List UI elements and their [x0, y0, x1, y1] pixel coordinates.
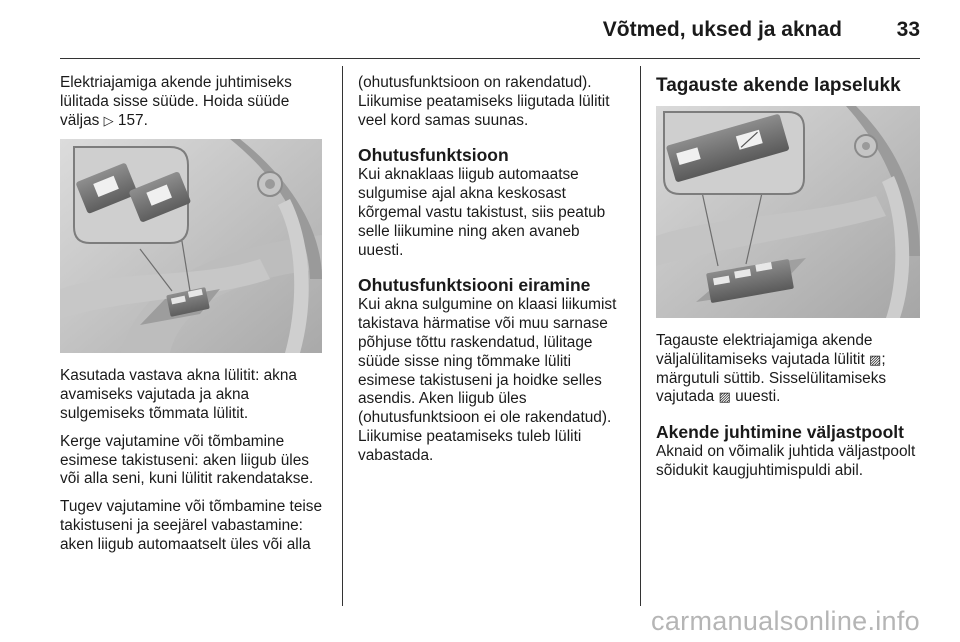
page-reference[interactable]: 157.: [117, 111, 148, 129]
paragraph: Elektriajamiga akende juhtimiseks lülitada sisse süüde. Hoida süüde väljas ▷ 157.: [60, 74, 292, 129]
column-2: [358, 74, 626, 475]
paragraph: Kui aknaklaas liigub automaatse sulgumise ajal akna keskosast kõrgemal vastu takistust, siis peatub selle liikumine ning aken avaneb uuesti.: [358, 166, 606, 259]
column-3: [656, 74, 924, 490]
header-rule: [60, 58, 920, 59]
section-title: Võtmed, uksed ja aknad: [602, 18, 842, 41]
paragraph: Kui akna sulgumine on klaasi liikumist takistava härmatise või muu sarnase põhjuse tõttu raskendatud, lülitage süüde sisse ning tõmmake lüliti esimese takistuseni ja hoidke selles asendis. Aken liigub üles (ohutusfunktsioon ei ole rakendatud). Liikumise peatamiseks tuleb lüliti vabastada.: [358, 296, 617, 464]
window-lock-icon: ▨: [869, 351, 882, 367]
front-window-switch-photo: [60, 139, 322, 353]
section-heading-lapselukk: Tagauste akende lapselukk: [656, 75, 901, 96]
paragraph: Kasutada vastava akna lülitit: akna avamiseks vajutada ja akna sulgemiseks tõmmata lülitit.: [60, 367, 297, 422]
subheading-akende-juhtimine: Akende juhtimine väljastpoolt: [656, 422, 904, 443]
subheading-ohutusfunktsiooni-eiramine: Ohutusfunktsiooni eiramine: [358, 275, 591, 296]
page-number: 33: [896, 18, 920, 41]
paragraph: Tagauste elektriajamiga akende väljalülitamiseks vajutada lülitit ▨; märgutuli süttib. Sisselülitamiseks vajutada ▨ uuesti.: [656, 332, 887, 406]
column-1: [60, 74, 328, 564]
paragraph: Tugev vajutamine või tõmbamine teise takistuseni ja seejärel vabastamine: aken liigub automaatselt üles või alla: [60, 498, 323, 553]
subheading-ohutusfunktsioon: Ohutusfunktsioon: [358, 145, 509, 166]
column-divider: [342, 66, 343, 606]
column-divider: [640, 66, 641, 606]
watermark: carmanualsonline.info: [651, 606, 920, 636]
rear-window-lock-switch-photo: [656, 106, 920, 318]
paragraph: (ohutusfunktsioon on rakendatud). Liikumise peatamiseks liigutada lülitit veel kord samas suunas.: [358, 74, 610, 129]
arrow-right-icon: ▷: [103, 112, 114, 128]
paragraph: Aknaid on võimalik juhtida väljastpoolt sõidukit kaugjuhtimispuldi abil.: [656, 443, 916, 479]
window-lock-icon: ▨: [718, 389, 731, 405]
paragraph: Kerge vajutamine või tõmbamine esimese takistuseni: aken liigub üles või alla seni, kuni lülitit rakendatakse.: [60, 432, 314, 488]
